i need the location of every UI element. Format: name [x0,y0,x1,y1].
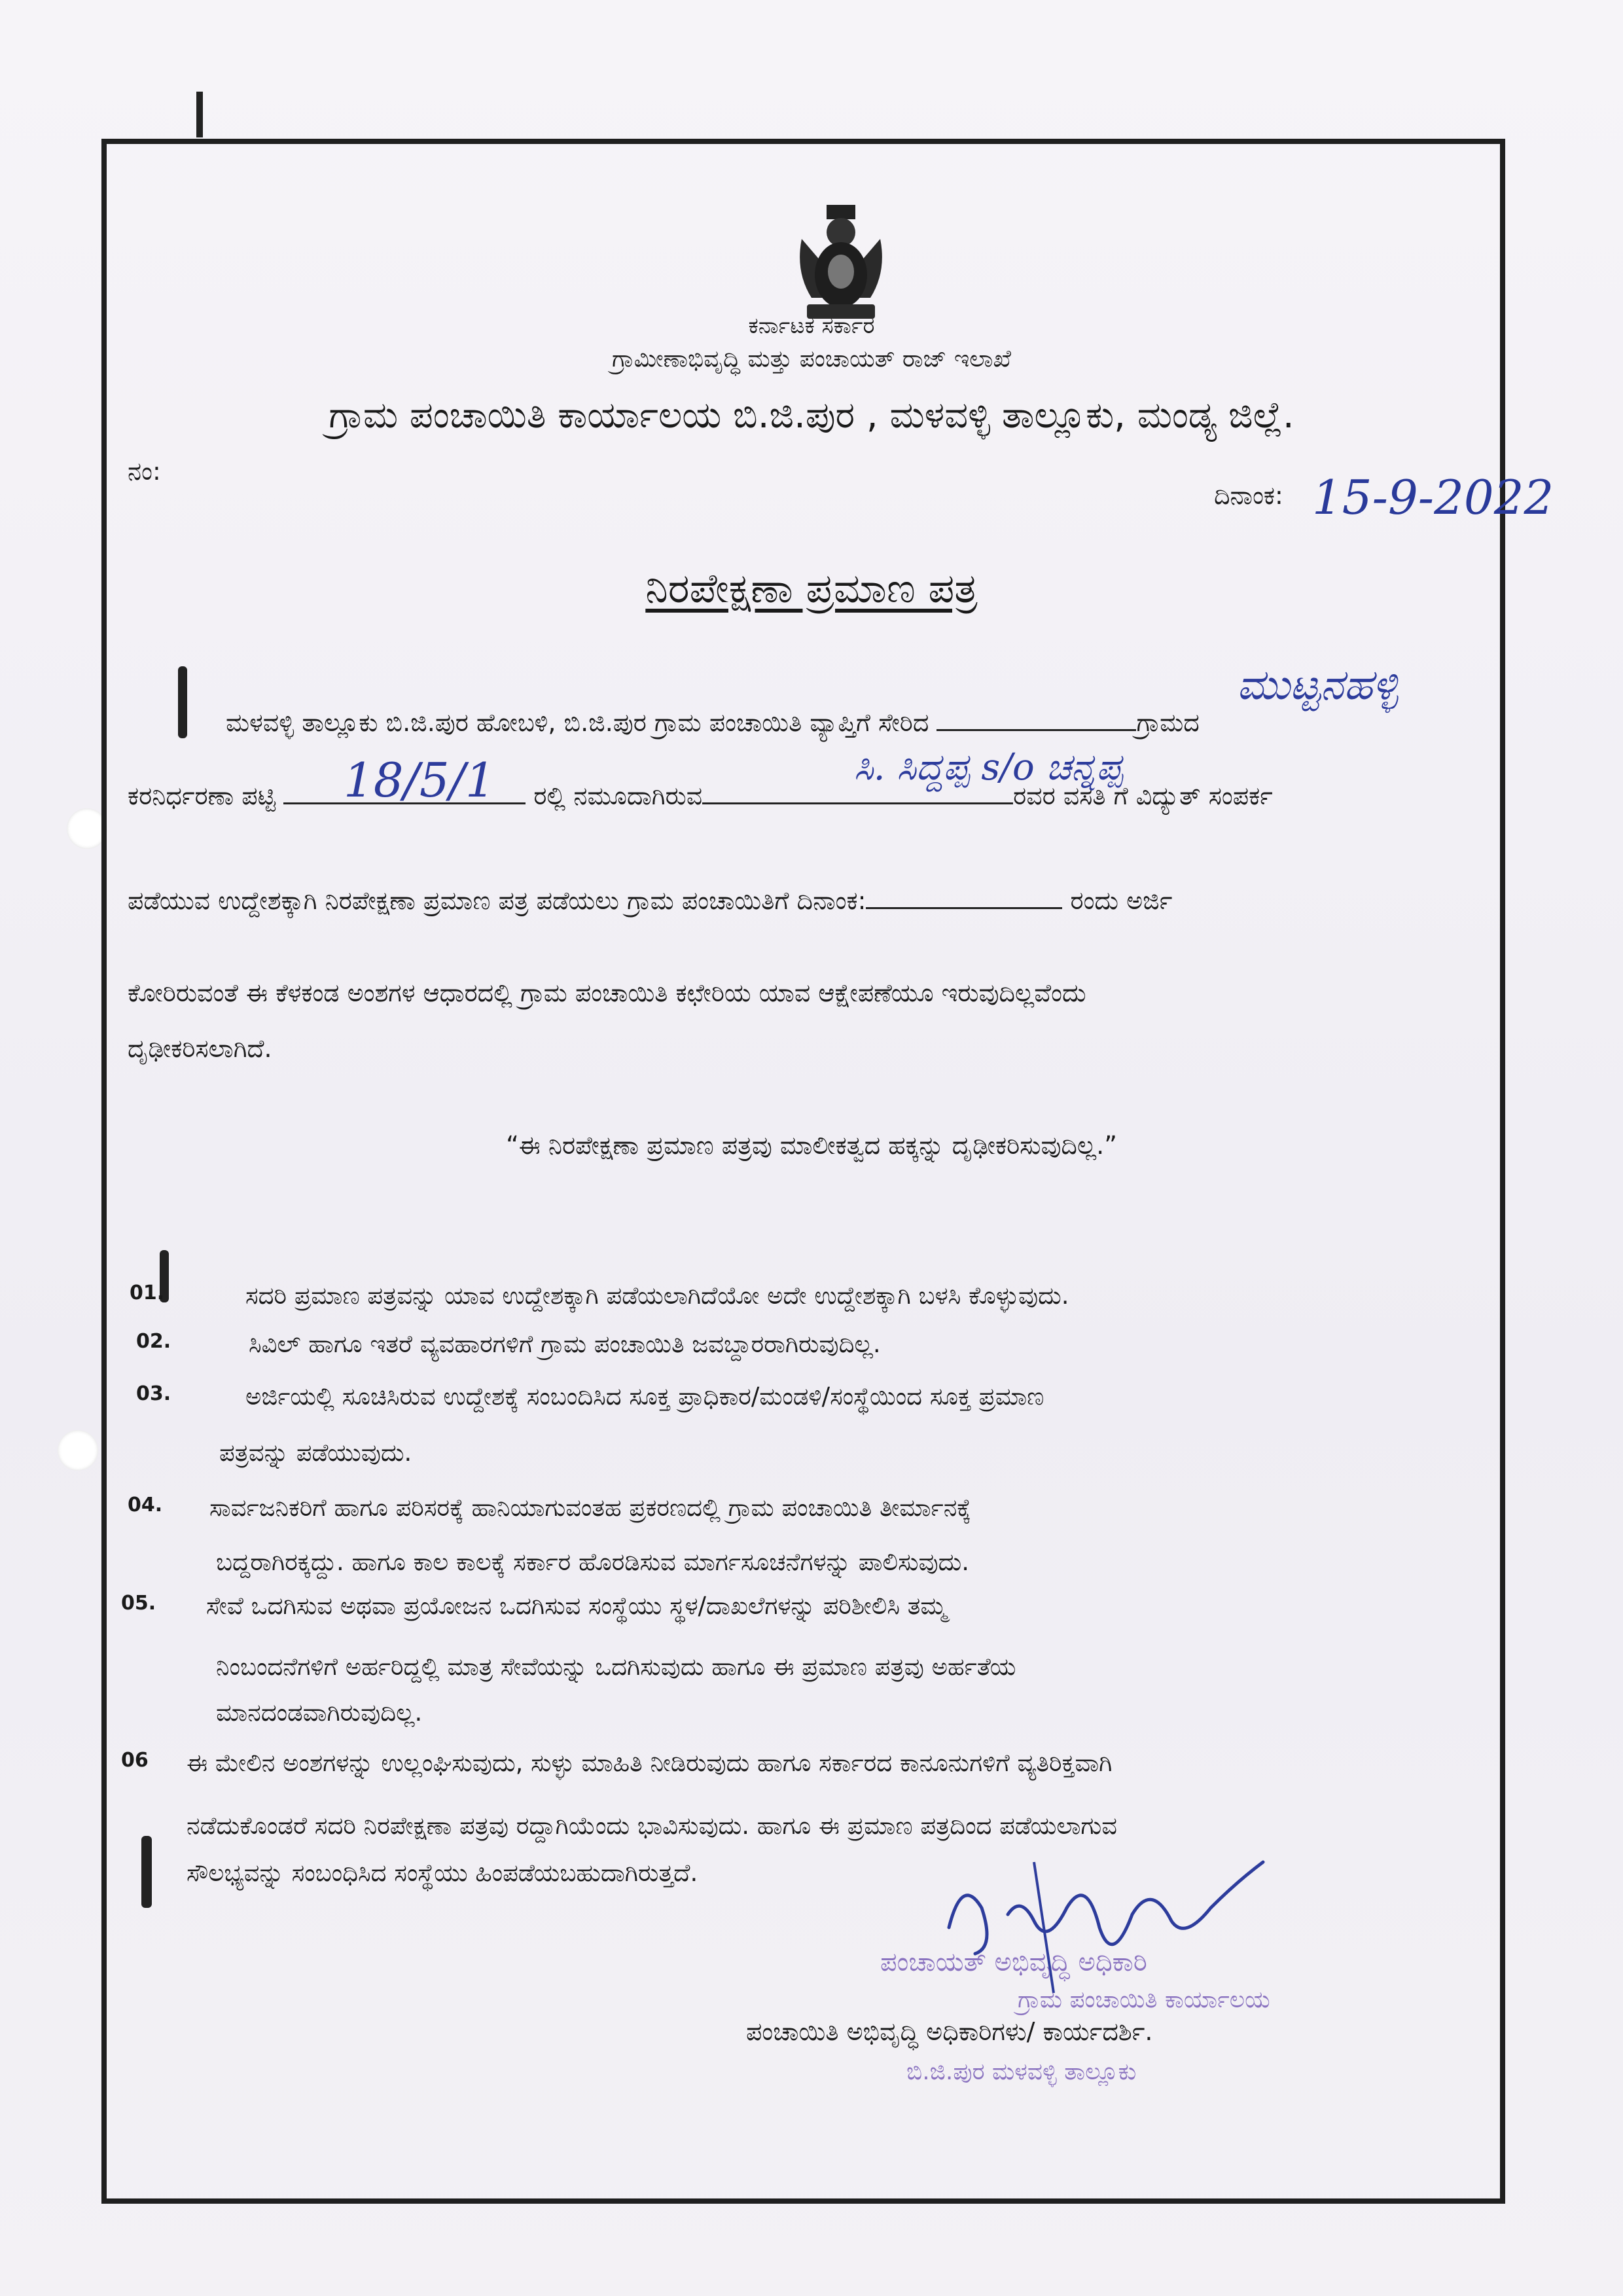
condition-line: ನಿಂಬಂದನೆಗಳಿಗೆ ಅರ್ಹರಿದ್ದಲ್ಲಿ ಮಾತ್ರ ಸೇವೆಯನ್ನು ಒದಗಿಸುವುದು ಹಾಗೂ ಈ ಪ್ರಮಾಣ ಪತ್ರವು ಅರ್ಹತೆಯ [216,1653,1016,1681]
punch-hole-bottom [58,1430,98,1471]
condition-number: 01. [130,1282,165,1304]
condition-line: ಸದರಿ ಪ್ರಮಾಣ ಪತ್ರವನ್ನು ಯಾವ ಉದ್ದೇಶಕ್ಕಾಗಿ ಪಡೆಯಲಾಗಿದೆಯೋ ಅದೇ ಉದ್ದೇಶಕ್ಕಾಗಿ ಬಳಸಿ ಕೊಳ್ಳುವುದು. [245,1282,1069,1310]
body-line-5: ದೃಢೀಕರಿಸಲಾಗಿದೆ. [128,1034,272,1063]
handwritten-village: ಮುಟ್ಟನಹಳ್ಳಿ [1237,661,1399,709]
village-blank [936,706,1136,731]
condition-line: ನಡೆದುಕೊಂಡರೆ ಸದರಿ ನಿರಪೇಕ್ಷಣಾ ಪತ್ರವು ರದ್ದಾಗಿಯೆಂದು ಭಾವಿಸುವುದು. ಹಾಗೂ ಈ ಪ್ರಮಾಣ ಪತ್ರದಿಂದ ಪಡೆಯಲಾಗುವ [187,1812,1117,1840]
body-line-2-label: ಕರನಿರ್ಧರಣಾ ಪಟ್ಟಿ [128,781,276,810]
condition-line: ಸಿವಿಲ್ ಹಾಗೂ ಇತರೆ ವ್ಯವಹಾರಗಳಿಗೆ ಗ್ರಾಮ ಪಂಚಾಯಿತಿ ಜವಬ್ದಾರರಾಗಿರುವುದಿಲ್ಲ. [249,1330,881,1358]
disclaimer-quote: “ಈ ನಿರಪೇಕ್ಷಣಾ ಪ್ರಮಾಣ ಪತ್ರವು ಮಾಲೀಕತ್ವದ ಹಕ್ಕನ್ನು ದೃಢೀಕರಿಸುವುದಿಲ್ಲ.” [506,1131,1117,1160]
handwritten-applicant-name: ಸಿ. ಸಿದ್ದಪ್ಪ s/o ಚನ್ನಪ್ಪ [854,746,1123,789]
condition-line: ಮಾನದಂಡವಾಗಿರುವುದಿಲ್ಲ. [216,1698,423,1727]
body-line-3-suffix: ರಂದು ಅರ್ಜಿ [1070,886,1173,915]
condition-line: ಈ ಮೇಲಿನ ಅಂಶಗಳನ್ನು ಉಲ್ಲಂಘಿಸುವುದು, ಸುಳ್ಳು ಮಾಹಿತಿ ನೀಡಿರುವುದು ಹಾಗೂ ಸರ್ಕಾರದ ಕಾನೂನುಗಳಿಗೆ ವ್ಯತಿರಿಕ್ತವಾಗಿ [187,1749,1113,1777]
body-line-3-text: ಪಡೆಯುವ ಉದ್ದೇಶಕ್ಕಾಗಿ ನಿರಪೇಕ್ಷಣಾ ಪ್ರಮಾಣ ಪತ್ರ ಪಡೆಯಲು ಗ್ರಾಮ ಪಂಚಾಯಿತಿಗೆ ದಿನಾಂಕ: [128,886,866,915]
office-name: ಗ್ರಾಮ ಪಂಚಾಯಿತಿ ಕಾರ್ಯಾಲಯ ಬಿ.ಜಿ.ಪುರ , ಮಳವಳ್ಳಿ ತಾಲ್ಲೂಕು, ಮಂಡ್ಯ ಜಿಲ್ಲೆ. [329,394,1294,437]
body-line-2-suffix: ರವರ ವಸತಿ ಗೆ ವಿದ್ಯುತ್ ಸಂಪರ್ಕ [1013,781,1273,810]
number-label: ನಂ: [128,457,161,486]
condition-number: 06 [121,1749,149,1772]
body-line-1-text: ಮಳವಳ್ಳಿ ತಾಲ್ಲೂಕು ಬಿ.ಜಿ.ಪುರ ಹೋಬಳಿ, ಬಿ.ಜಿ.ಪುರ ಗ್ರಾಮ ಪಂಚಾಯಿತಿ ವ್ಯಾಪ್ತಿಗೆ ಸೇರಿದ [226,708,929,737]
condition-line: ಅರ್ಜಿಯಲ್ಲಿ ಸೂಚಿಸಿರುವ ಉದ್ದೇಶಕ್ಕೆ ಸಂಬಂದಿಸಿದ ಸೂಕ್ತ ಪ್ರಾಧಿಕಾರ/ಮಂಡಳಿ/ಸಂಸ್ಥೆಯಿಂದ ಸೂಕ್ತ ಪ್ರಮಾಣ [245,1382,1044,1410]
condition-number: 04. [128,1494,163,1516]
application-date-blank [866,884,1062,909]
margin-mark-top [196,92,203,137]
body-line-1 [226,706,1200,738]
body-line-1-suffix: ಗ್ರಾಮದ [1136,708,1200,737]
condition-line: ಬದ್ದರಾಗಿರಕ್ಕದ್ದು. ಹಾಗೂ ಕಾಲ ಕಾಲಕ್ಕೆ ಸರ್ಕಾರ ಹೊರಡಿಸುವ ಮಾರ್ಗಸೂಚನೆಗಳನ್ನು ಪಾಲಿಸುವುದು. [216,1548,970,1576]
condition-line: ಸೌಲಭ್ಯವನ್ನು ಸಂಬಂಧಿಸಿದ ಸಂಸ್ಥೆಯು ಹಿಂಪಡೆಯಬಹುದಾಗಿರುತ್ತದೆ. [187,1859,698,1887]
condition-number: 05. [121,1592,156,1615]
seal-line-1: ಪಂಚಾಯತ್ ಅಭಿವೃದ್ಧಿ ಅಧಿಕಾರಿ [880,1947,1147,1977]
handwritten-signature [936,1836,1329,2006]
department-name: ಗ್ರಾಮೀಣಾಭಿವೃದ್ಧಿ ಮತ್ತು ಪಂಚಾಯತ್ ರಾಜ್ ಇಲಾಖೆ [612,346,1011,372]
date-label: ದಿನಾಂಕ: [1214,481,1283,510]
handwritten-date: 15-9-2022 [1312,470,1554,525]
body-line-2-mid: ರಲ್ಲಿ ನಮೂದಾಗಿರುವ [533,781,703,810]
condition-line: ಸಾರ್ವಜನಿಕರಿಗೆ ಹಾಗೂ ಪರಿಸರಕ್ಕೆ ಹಾನಿಯಾಗುವಂತಹ ಪ್ರಕರಣದಲ್ಲಿ ಗ್ರಾಮ ಪಂಚಾಯಿತಿ ತೀರ್ಮಾನಕ್ಕೆ [209,1494,971,1522]
body-line-3 [128,884,1172,916]
condition-line: ಪತ್ರವನ್ನು ಪಡೆಯುವುದು. [219,1439,412,1467]
condition-line: ಸೇವೆ ಒದಗಿಸುವ ಅಥವಾ ಪ್ರಯೋಜನ ಒದಗಿಸುವ ಸಂಸ್ಥೆಯು ಸ್ಥಳ/ದಾಖಲೆಗಳನ್ನು ಪರಿಶೀಲಿಸಿ ತಮ್ಮ [206,1592,947,1620]
condition-number: 02. [136,1330,171,1353]
body-line-4: ಕೋರಿರುವಂತೆ ಈ ಕೆಳಕಂಡ ಅಂಶಗಳ ಆಧಾರದಲ್ಲಿ ಗ್ರಾಮ ಪಂಚಾಯಿತಿ ಕಛೇರಿಯ ಯಾವ ಆಕ್ಷೇಪಣೆಯೂ ಇರುವುದಿಲ್ಲವೆಂದು [128,978,1086,1007]
government-name: ಕರ್ನಾಟಕ ಸರ್ಕಾರ [748,313,875,339]
certificate-title: ನಿರಪೇಕ್ಷಣಾ ಪ್ರಮಾಣ ಪತ್ರ [645,564,978,612]
handwritten-register-no: 18/5/1 [344,753,495,808]
signature-caption: ಪಂಚಾಯಿತಿ ಅಭಿವೃದ್ಧಿ ಅಧಿಕಾರಿಗಳು/ ಕಾರ್ಯದರ್ಶಿ. [746,2017,1153,2046]
seal-line-2: ಗ್ರಾಮ ಪಂಚಾಯಿತಿ ಕಾರ್ಯಾಲಯ [1018,1986,1270,2013]
karnataka-emblem-icon [776,200,906,331]
condition-number: 03. [136,1382,171,1405]
seal-line-3: ಬಿ.ಜಿ.ಪುರ ಮಳವಳ್ಳಿ ತಾಲ್ಲೂಕು [906,2058,1137,2085]
